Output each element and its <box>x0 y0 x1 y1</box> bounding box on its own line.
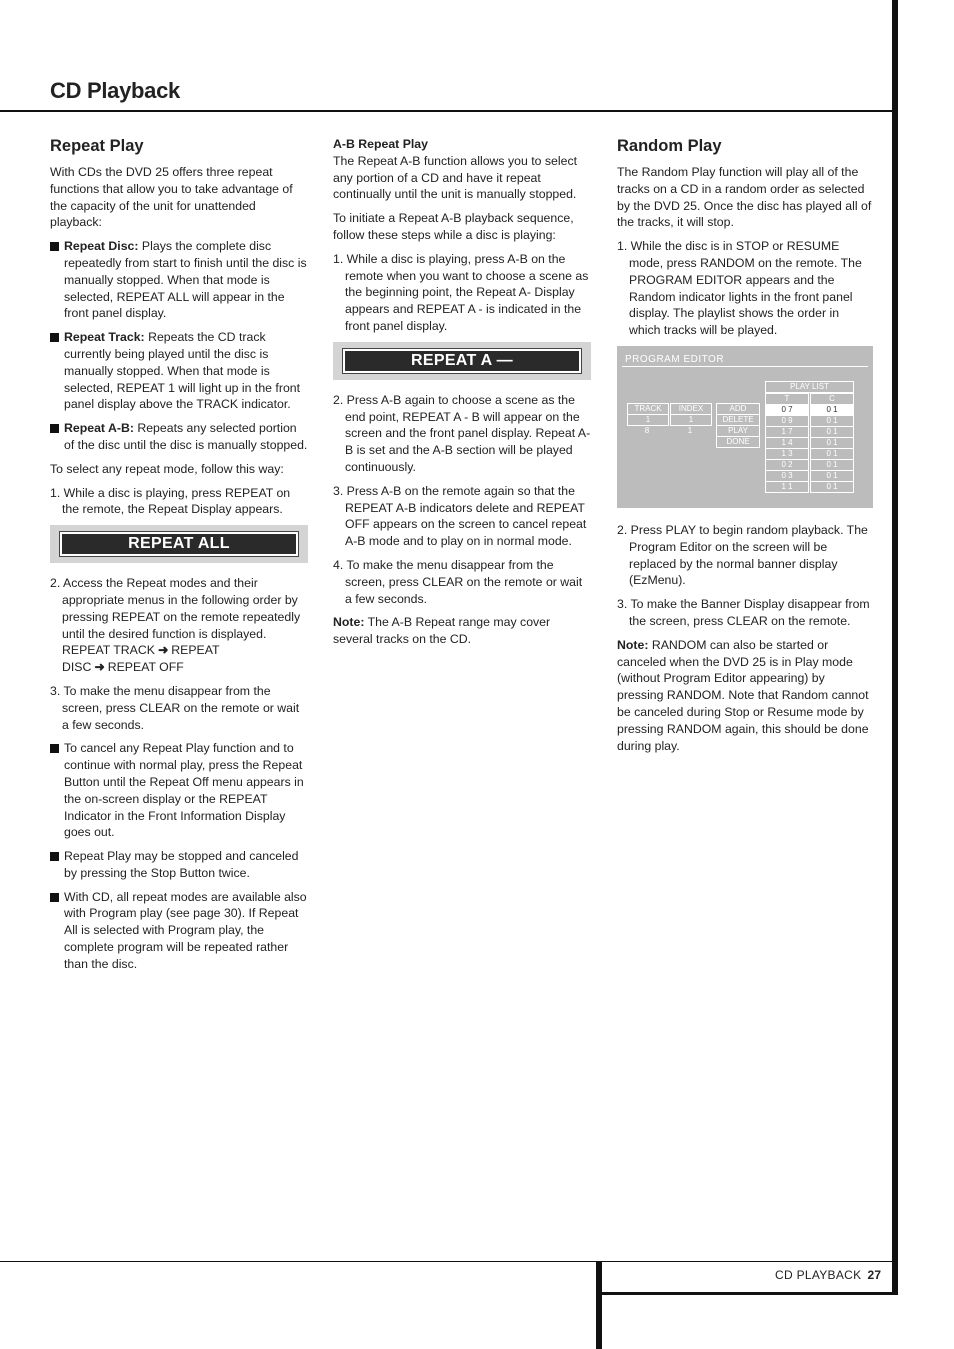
step-text: 2. Access the Repeat modes and their appropriate menus in the following order by pressing REPEAT on the remote repeatedly until the desired function is displayed. <box>50 576 301 641</box>
note-text: The A-B Repeat range may cover several tracks on the CD. <box>333 615 551 647</box>
step-item: 3. To make the menu disappear from the screen, press CLEAR on the remote or wait a few seconds. <box>50 683 300 732</box>
bullet-item <box>50 740 308 841</box>
playlist-track: 0 7 <box>765 404 809 416</box>
bullet-item <box>50 238 308 322</box>
bullet-item <box>50 329 308 413</box>
index-value: 1 <box>687 425 693 435</box>
title-rule <box>0 110 898 112</box>
note-label: Note: <box>617 637 649 652</box>
sequence-item: REPEAT DISC <box>62 643 220 675</box>
playlist-chapter: 0 1 <box>810 404 854 416</box>
add-button: ADD <box>716 403 760 415</box>
page-number: 27 <box>867 1268 882 1282</box>
osd-repeat-all-display <box>50 525 308 563</box>
step-item <box>50 575 308 676</box>
step-item: 1. While the disc is in STOP or RESUME mode, press RANDOM on the remote. The PROGRAM EDITOR appears and the Random indicator lights in the front panel display. The playlist shows the order in which tracks will be played. <box>617 239 862 338</box>
column-ab-repeat <box>333 136 591 655</box>
playlist-col-t: T <box>765 393 809 405</box>
bullet-text: Repeats the CD track currently being played until the disc is manually stopped. When that mode is selected, REPEAT 1 will light up in the front panel display above the TRACK indicator. <box>64 330 301 412</box>
note-text: RANDOM can also be started or canceled when the DVD 25 is in Play mode (without Program Editor appearing) by pressing RANDOM. Note that Random cannot be canceled during Stop or Resume mode by pressing RANDOM again, this should be done during play. <box>617 637 869 753</box>
paragraph: With CDs the DVD 25 offers three repeat functions that allow you to take advantage of the capacity of the unit for unattended playback: <box>50 165 293 230</box>
playlist-track: 1 7 <box>765 426 809 438</box>
play-button: PLAY <box>716 425 760 437</box>
step-item: 4. To make the menu disappear from the screen, press CLEAR on the remote or wait a few seconds. <box>333 557 583 606</box>
osd-label: REPEAT ALL <box>60 532 298 556</box>
bullet-term: Repeat Disc: <box>64 239 139 254</box>
bullet-square-icon <box>50 852 59 861</box>
bullet-square-icon <box>50 893 59 902</box>
sequence-item: REPEAT OFF <box>107 660 184 675</box>
bullet-item <box>50 848 308 882</box>
bullet-text: Plays the complete disc repeatedly from start to finish until the disc is manually stopped. When that mode is selected, REPEAT ALL will appear in the front panel display. <box>64 239 307 321</box>
step-item: 2. Press PLAY to begin random playback. The Program Editor on the screen will be replaced by the normal banner display (EzMenu). <box>617 522 868 588</box>
footer <box>775 1268 881 1282</box>
playlist-title: PLAY LIST <box>765 381 854 393</box>
footer-horizontal-bar <box>596 1292 898 1295</box>
playlist-track: 1 4 <box>765 437 809 449</box>
bullet-text: To cancel any Repeat Play function and to continue with normal play, press the Repeat Button until the Repeat Off menu appears in the on-screen display or the REPEAT Indicator in the Front Information Display goes out. <box>64 741 304 840</box>
playlist-chapter: 0 1 <box>810 437 854 449</box>
track-header: TRACK <box>627 403 669 415</box>
step-item: 1. While a disc is playing, press REPEAT on the remote, the Repeat Display appears. <box>50 485 291 517</box>
bullet-square-icon <box>50 333 59 342</box>
bullet-text: Repeat Play may be stopped and canceled by pressing the Stop Button twice. <box>64 849 299 880</box>
section-heading-ab-repeat: A-B Repeat Play <box>333 137 428 151</box>
playlist-track: 0 9 <box>765 415 809 427</box>
sequence-item: REPEAT TRACK <box>62 643 155 658</box>
bullet-item <box>50 889 308 973</box>
track-value: 1 <box>627 414 669 426</box>
bullet-text: Repeats any selected portion of the disc until the disc is manually stopped. <box>64 421 308 452</box>
track-value: 8 <box>644 425 650 435</box>
right-arrow-icon: ➜ <box>157 643 169 658</box>
column-random-play <box>617 136 873 761</box>
footer-rule <box>0 1261 898 1262</box>
playlist-track: 1 3 <box>765 448 809 460</box>
bullet-text: With CD, all repeat modes are available also with Program play (see page 30). If Repeat All is selected with Program play, the complete program will be repeated rather than the disc. <box>64 889 307 971</box>
playlist-chapter: 0 1 <box>810 459 854 471</box>
osd-label: REPEAT A — <box>343 349 581 373</box>
osd-repeat-a-display <box>333 342 591 380</box>
playlist-col-c: C <box>810 393 854 405</box>
step-item: 3. To make the Banner Display disappear from the screen, press CLEAR on the remote. <box>617 597 870 628</box>
playlist-track: 1 1 <box>765 481 809 493</box>
index-header: INDEX <box>670 403 712 415</box>
note-label: Note: <box>333 615 365 630</box>
right-arrow-icon: ➜ <box>94 660 105 675</box>
playlist-chapter: 0 1 <box>810 481 854 493</box>
footer-section: CD PLAYBACK <box>775 1268 862 1282</box>
bullet-term: Repeat A-B: <box>64 421 134 436</box>
bullet-square-icon <box>50 744 59 753</box>
column-repeat-play <box>50 136 308 980</box>
playlist-chapter: 0 1 <box>810 470 854 482</box>
playlist-track: 0 2 <box>765 459 809 471</box>
paragraph: To select any repeat mode, follow this way: <box>50 461 284 476</box>
program-editor-screenshot <box>617 346 873 508</box>
bullet-term: Repeat Track: <box>64 330 145 345</box>
delete-button: DELETE <box>716 414 760 426</box>
note <box>617 637 873 755</box>
playlist-track: 0 3 <box>765 470 809 482</box>
section-heading-repeat-play: Repeat Play <box>50 137 144 155</box>
step-item: 3. Press A-B on the remote again so that the REPEAT A-B indicators delete and REPEAT OFF appears on the screen to cancel repeat A-B mode and to play on in normal mode. <box>333 483 587 549</box>
note <box>333 614 591 648</box>
footer-vertical-bar <box>596 1261 602 1349</box>
playlist-chapter: 0 1 <box>810 426 854 438</box>
done-button: DONE <box>716 436 760 448</box>
playlist-chapter: 0 1 <box>810 415 854 427</box>
page-title: CD Playback <box>50 78 180 103</box>
program-editor-title: PROGRAM EDITOR <box>625 353 725 365</box>
paragraph: The Random Play function will play all of the tracks on a CD in a random order as selected by the DVD 25. Once the disc has played all of the tracks, it will stop. <box>617 165 872 230</box>
section-heading-random-play: Random Play <box>617 137 722 155</box>
program-editor-divider <box>622 366 868 367</box>
bullet-item <box>50 420 308 454</box>
playlist-chapter: 0 1 <box>810 448 854 460</box>
index-value: 1 <box>670 414 712 426</box>
bullet-square-icon <box>50 242 59 251</box>
paragraph: To initiate a Repeat A-B playback sequence, follow these steps while a disc is playing: <box>333 211 574 242</box>
right-margin-bar <box>892 0 898 1295</box>
bullet-square-icon <box>50 424 59 433</box>
step-item: 1. While a disc is playing, press A-B on the remote when you want to choose a scene as the beginning point, the Repeat A- Display appears and REPEAT A - is indicated in the front panel display. <box>333 251 589 333</box>
paragraph: The Repeat A-B function allows you to select any portion of a CD and have it repeat continually until the unit is manually stopped. <box>333 153 578 202</box>
step-item: 2. Press A-B again to choose a scene as the end point, REPEAT A - B will appear on the screen and the front panel display. Repeat A-B is set and the A-B section will be played continuously. <box>333 392 591 474</box>
